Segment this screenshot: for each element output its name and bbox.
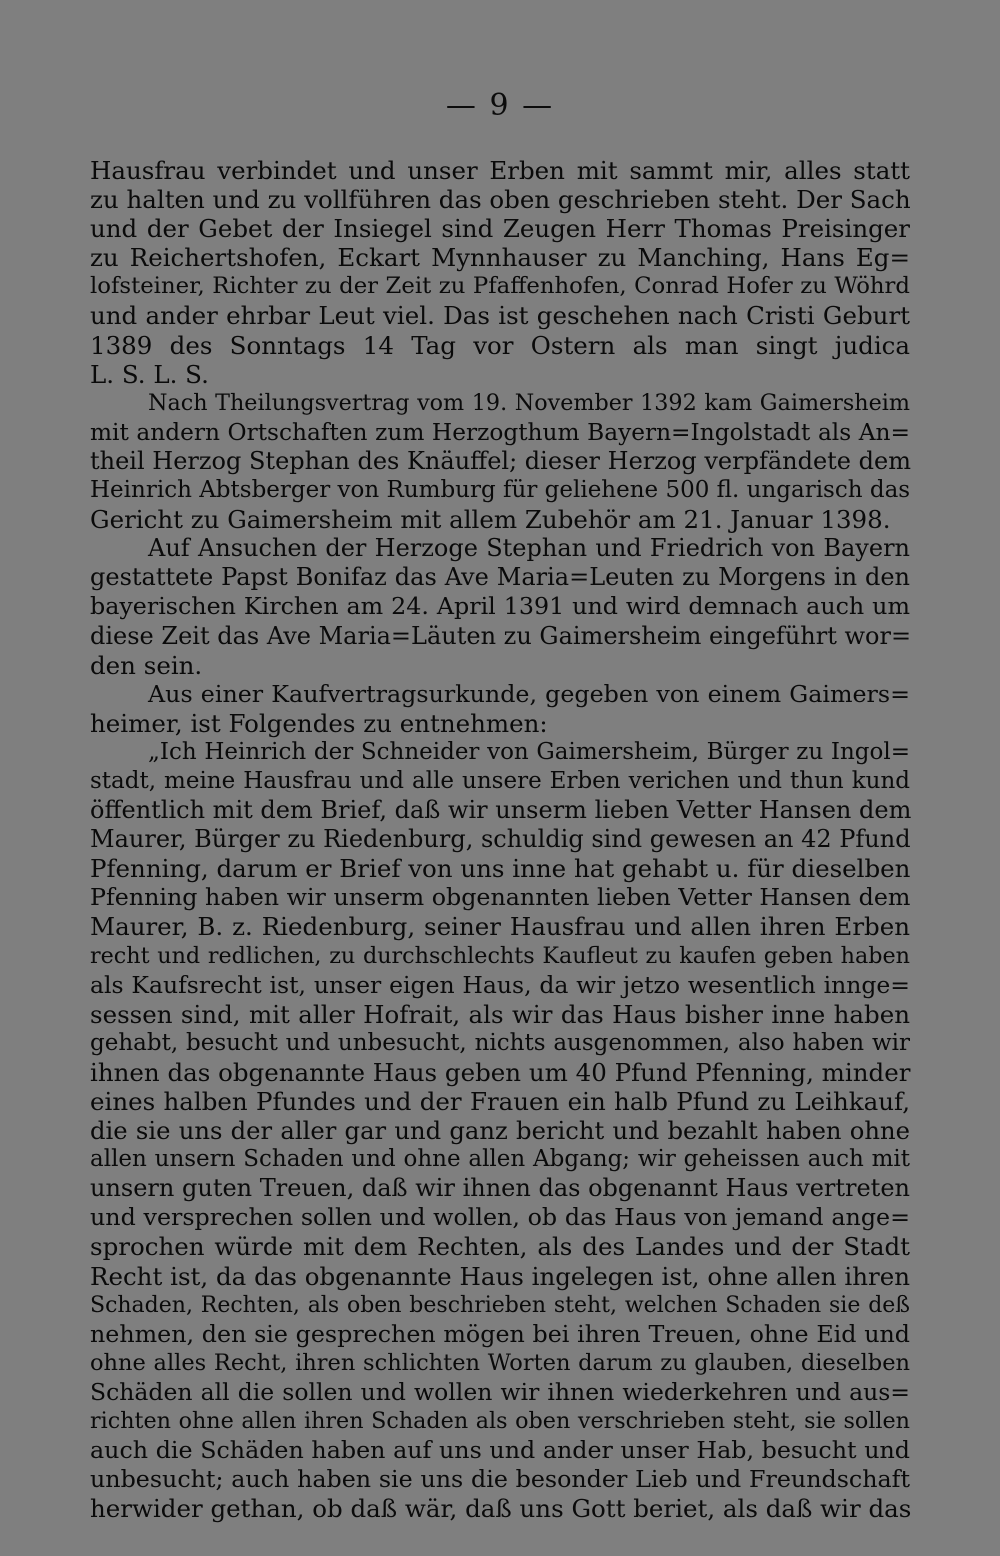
text-line: bayerischen Kirchen am 24. April 1391 und wird demnach auch um xyxy=(90,592,910,621)
text-line: den sein. xyxy=(90,650,203,680)
text-line: „Ich Heinrich der Schneider von Gaimersheim, Bürger zu Ingol= xyxy=(148,738,910,765)
text-line: ihnen das obgenannte Haus geben um 40 Pfund Pfenning, minder xyxy=(90,1057,911,1087)
text-line: Hausfrau verbindet und unser Erben mit sammt mir, alles statt xyxy=(90,156,910,185)
text-line: gestattete Papst Bonifaz das Ave Maria=Leuten zu Morgens in den xyxy=(90,563,910,592)
text-line: mit andern Ortschaften zum Herzogthum Bayern=Ingolstadt als An= xyxy=(90,418,910,446)
text-line: Aus einer Kaufvertragsurkunde, gegeben von einem Gaimers= xyxy=(148,679,910,708)
text-line: gehabt, besucht und unbesucht, nichts ausgenommen, also haben wir xyxy=(90,1029,910,1056)
text-line: Pfenning, darum er Brief von uns inne hat gehabt u. für dieselben xyxy=(90,854,911,884)
text-line: richten ohne allen ihren Schaden als oben verschrieben steht, sie sollen xyxy=(90,1408,910,1435)
text-line: sprochen würde mit dem Rechten, als des Landes und der Stadt xyxy=(90,1232,910,1262)
text-line: stadt, meine Hausfrau und alle unsere Erben verichen und thun kund xyxy=(90,767,910,794)
text-line: allen unsern Schaden und ohne allen Abgang; wir geheissen auch mit xyxy=(90,1146,910,1173)
text-line: Schäden all die sollen und wollen wir ihnen wiederkehren und aus= xyxy=(90,1377,910,1406)
text-line: Heinrich Abtsberger von Rumburg für geliehene 500 fl. ungarisch das xyxy=(90,477,911,504)
text-line: unsern guten Treuen, daß wir ihnen das obgenannt Haus vertreten xyxy=(90,1174,910,1203)
text-line: als Kaufsrecht ist, unser eigen Haus, da wir jetzo wesentlich innge= xyxy=(90,970,910,999)
text-line: und versprechen sollen und wollen, ob das Haus von jemand ange= xyxy=(90,1203,910,1232)
text-line: recht und redlichen, zu durchschlechts Kaufleut zu kaufen geben haben xyxy=(90,942,910,969)
text-line: zu Reichertshofen, Eckart Mynnhauser zu Manching, Hans Eg= xyxy=(90,243,910,273)
text-line: 1389 des Sonntags 14 Tag vor Ostern als man singt judica xyxy=(90,330,910,360)
text-line: Maurer, Bürger zu Riedenburg, schuldig sind gewesen an 42 Pfund xyxy=(90,825,911,854)
text-line: L. S. L. S. xyxy=(90,359,209,389)
text-line: öffentlich mit dem Brief, daß wir unserm lieben Vetter Hansen dem xyxy=(90,796,912,825)
page-number: — 9 — xyxy=(445,88,555,123)
text-line: Pfenning haben wir unserm obgenannten lieben Vetter Hansen dem xyxy=(90,883,911,912)
text-line: auch die Schäden haben auf uns und ander unser Hab, besucht und xyxy=(90,1436,910,1465)
text-line: eines halben Pfundes und der Frauen ein halb Pfund zu Leihkauf, xyxy=(90,1087,910,1116)
text-line: ohne alles Recht, ihren schlichten Worten darum zu glauben, dieselben xyxy=(90,1349,910,1376)
text-line: heimer, ist Folgendes zu entnehmen: xyxy=(90,708,548,738)
text-line: lofsteiner, Richter zu der Zeit zu Pfaffenhofen, Conrad Hofer zu Wöhrd xyxy=(90,273,910,300)
text-line: Gericht zu Gaimersheim mit allem Zubehör am 21. Januar 1398. xyxy=(90,505,891,535)
text-line: unbesucht; auch haben sie uns die besonder Lieb und Freundschaft xyxy=(90,1465,910,1494)
text-line: Nach Theilungsvertrag vom 19. November 1392 kam Gaimersheim xyxy=(148,389,910,416)
text-line: die sie uns der aller gar und ganz bericht und bezahlt haben ohne xyxy=(90,1116,910,1146)
text-line: und ander ehrbar Leut viel. Das ist geschehen nach Cristi Geburt xyxy=(90,301,910,331)
text-line: sessen sind, mit aller Hofrait, als wir das Haus bisher inne haben xyxy=(90,999,910,1029)
text-line: und der Gebet der Insiegel sind Zeugen Herr Thomas Preisinger xyxy=(90,214,910,244)
text-line: Schaden, Rechten, als oben beschrieben steht, welchen Schaden sie deß xyxy=(90,1292,910,1318)
text-line: zu halten und zu vollführen das oben geschrieben steht. Der Sach xyxy=(90,185,911,215)
text-line: nehmen, den sie gesprechen mögen bei ihren Treuen, ohne Eid und xyxy=(90,1319,910,1348)
text-line: Recht ist, da das obgenannte Haus ingelegen ist, ohne allen ihren xyxy=(90,1261,910,1291)
text-line: Maurer, B. z. Riedenburg, seiner Hausfrau und allen ihren Erben xyxy=(90,912,910,942)
text-line: Auf Ansuchen der Herzoge Stephan und Friedrich von Bayern xyxy=(148,534,910,563)
text-line: theil Herzog Stephan des Knäuffel; dieser Herzog verpfändete dem xyxy=(90,446,911,475)
page-body-text xyxy=(90,156,910,1523)
text-line: diese Zeit das Ave Maria=Läuten zu Gaimersheim eingeführt wor= xyxy=(90,621,912,650)
text-line: herwider gethan, ob daß wär, daß uns Gott beriet, als daß wir das xyxy=(90,1494,912,1524)
